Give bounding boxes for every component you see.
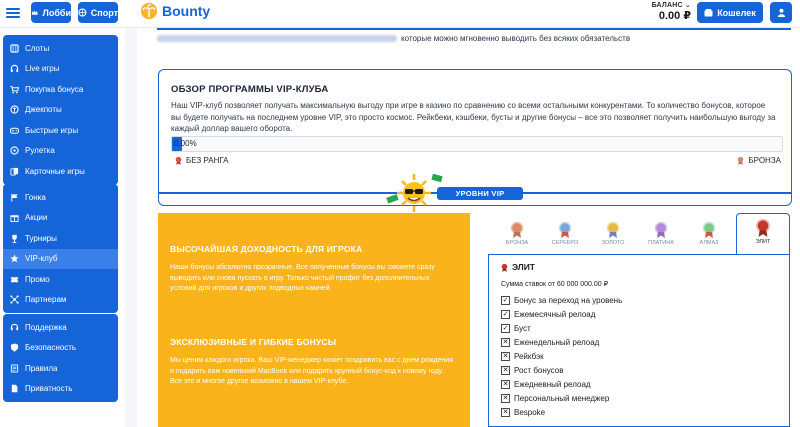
elite-title xyxy=(501,262,535,272)
sport-button[interactable] xyxy=(78,2,118,23)
headset-icon xyxy=(10,323,19,332)
feature-label: Буст xyxy=(514,324,531,333)
vip-benefits-box xyxy=(158,213,470,427)
flag-icon xyxy=(10,193,19,202)
sidebar-item-card-games[interactable] xyxy=(3,161,118,182)
elite-badge-icon xyxy=(755,218,771,238)
tab-label: ПЛАТИНА xyxy=(648,240,674,246)
tab-label: ЗОЛОТО xyxy=(601,240,625,246)
feature-label: Рост бонусов xyxy=(514,366,564,375)
wallet-button[interactable] xyxy=(697,2,763,23)
sidebar-item-label: Безопасность xyxy=(25,343,77,353)
feature-row xyxy=(501,310,595,319)
tab-diamond[interactable] xyxy=(686,219,732,257)
tab-label: СЕРЕБРО xyxy=(551,240,579,246)
sidebar-item-partners[interactable] xyxy=(3,290,118,311)
balance-value: 0.00 ₽ xyxy=(658,10,691,22)
sidebar-item-label: Live игры xyxy=(25,64,60,74)
sidebar-item-jackpots[interactable] xyxy=(3,100,118,121)
sidebar-item-label: Турниры xyxy=(25,233,57,243)
tab-label: ЭЛИТ xyxy=(755,239,771,245)
check-icon: ✓ xyxy=(502,325,509,332)
rank-next-label: БРОНЗА xyxy=(748,156,781,165)
cross-icon: ✕ xyxy=(502,381,509,388)
intro-line xyxy=(157,34,791,43)
palm-logo-icon xyxy=(140,2,158,20)
cards-icon xyxy=(10,167,19,176)
sidebar-item-label: Партнерам xyxy=(25,295,67,305)
sidebar-item-label: Слоты xyxy=(25,43,50,53)
sidebar-item-vip-club[interactable] xyxy=(3,249,118,270)
feature-row xyxy=(501,296,622,305)
nav-group-games xyxy=(3,35,118,185)
sidebar xyxy=(0,28,125,427)
sidebar-item-promo[interactable] xyxy=(3,269,118,290)
sidebar-item-label: Карточные игры xyxy=(25,166,85,176)
tab-platinum[interactable] xyxy=(638,219,684,257)
sport-icon xyxy=(78,8,87,17)
wallet-icon xyxy=(704,9,713,17)
vip-progress-text: 0.00% xyxy=(174,139,197,148)
user-icon xyxy=(777,8,786,17)
lobby-button[interactable] xyxy=(31,2,71,23)
feature-row xyxy=(501,394,609,403)
star-icon xyxy=(10,254,19,263)
sidebar-item-rules[interactable] xyxy=(3,358,118,379)
network-icon xyxy=(10,295,19,304)
elite-title-text: ЭЛИТ xyxy=(512,262,535,272)
tab-gold[interactable] xyxy=(590,219,636,257)
wallet-label: Кошелек xyxy=(717,7,756,18)
sidebar-item-security[interactable] xyxy=(3,338,118,359)
elite-wager-sum: Сумма ставок от 60 000 000.00 ₽ xyxy=(501,281,609,288)
feature-row xyxy=(501,352,544,361)
sidebar-item-label: Поддержка xyxy=(25,322,67,332)
tab-silver[interactable] xyxy=(542,219,588,257)
feature-label: Bespoke xyxy=(514,408,546,417)
balance-widget[interactable] xyxy=(627,1,691,22)
check-icon: ✓ xyxy=(502,311,509,318)
sidebar-item-fast-games[interactable] xyxy=(3,120,118,141)
medal-icon xyxy=(175,156,182,165)
sidebar-gutter xyxy=(125,28,137,427)
benefit-title-yield: ВЫСОЧАЙШАЯ ДОХОДНОСТЬ ДЛЯ ИГРОКА xyxy=(170,244,363,254)
roulette-icon xyxy=(10,146,19,155)
feature-label: Рейкбэк xyxy=(514,352,544,361)
cross-icon: ✕ xyxy=(502,395,509,402)
sidebar-item-label: Промо xyxy=(25,274,50,284)
cross-icon: ✕ xyxy=(502,339,509,346)
tab-label: БРОНЗА xyxy=(505,240,529,246)
sidebar-item-roulette[interactable] xyxy=(3,141,118,162)
feature-label: Ежемесячный релоад xyxy=(514,310,596,319)
lobby-icon xyxy=(31,8,39,17)
gamepad-icon xyxy=(10,126,19,135)
vip-overview-text: Наш VIP-клуб позволяет получать максимальную выгоду при игре в казино по сравнению со всеми остальными конкурентами. То количество бонусов, которое вы будете получать на последнем уровне VIP, это просто космос. Рейкбеки, кэшбеки, бусты и другие бонусы – все это позволяет получить наибольшую выгоду за каждый доллар вашего оборота. xyxy=(171,101,776,133)
slots-icon xyxy=(10,44,19,53)
gold-badge-icon xyxy=(606,221,620,239)
cross-icon: ✕ xyxy=(502,409,509,416)
trophy-icon xyxy=(10,234,19,243)
cart-icon xyxy=(10,85,19,94)
sport-label: Спорт xyxy=(90,7,118,18)
medal-icon xyxy=(501,263,508,272)
feature-row xyxy=(501,380,591,389)
sidebar-item-slots[interactable] xyxy=(3,38,118,59)
benefit-text-exclusive: Мы ценим каждого игрока. Ваш VIP-менеджер может поздравить вас с днем рождения и подарить вам новенький MacBook или подарить крупный бонус-код к новому году. Все это и многое другое возможно в нашем VIP-клубе. xyxy=(170,357,454,385)
sidebar-item-bonus-buy[interactable] xyxy=(3,79,118,100)
vip-overview-title: ОБЗОР ПРОГРАММЫ VIP-КЛУБА xyxy=(171,84,329,95)
nav-group-info xyxy=(3,314,118,402)
sidebar-item-label: Рулетка xyxy=(25,146,55,156)
intro-text: которые можно мгновенно выводить без всяких обязательств xyxy=(401,34,631,43)
book-icon xyxy=(10,364,19,373)
platinum-badge-icon xyxy=(654,221,668,239)
tab-bronze[interactable] xyxy=(494,219,540,257)
sidebar-item-race[interactable] xyxy=(3,187,118,208)
vip-tiers xyxy=(486,213,792,427)
elite-details-panel xyxy=(488,254,790,427)
gift-icon xyxy=(10,213,19,222)
benefit-title-exclusive: ЭКСКЛЮЗИВНЫЕ И ГИБКИЕ БОНУСЫ xyxy=(170,337,337,347)
sidebar-item-tournaments[interactable] xyxy=(3,228,118,249)
diamond-badge-icon xyxy=(702,221,716,239)
headphones-icon xyxy=(10,64,19,73)
medal-icon xyxy=(737,156,744,165)
brand-logo[interactable] xyxy=(140,2,210,20)
feature-label: Ежедневный релоад xyxy=(514,380,591,389)
jackpot-icon xyxy=(10,105,19,114)
balance-label: БАЛАНС xyxy=(651,2,683,9)
cross-icon: ✕ xyxy=(502,353,509,360)
nav-group-promo xyxy=(3,184,118,313)
blurred-text xyxy=(157,35,397,42)
vip-overview-card xyxy=(158,69,792,206)
sidebar-item-label: Гонка xyxy=(25,192,46,202)
sidebar-item-label: Акции xyxy=(25,213,48,223)
feature-row xyxy=(501,366,563,375)
profile-button[interactable] xyxy=(770,2,792,23)
rank-current xyxy=(175,156,229,165)
rank-current-label: БЕЗ РАНГА xyxy=(186,156,229,165)
sidebar-item-label: Правила xyxy=(25,363,58,373)
sidebar-item-label: Быстрые игры xyxy=(25,125,79,135)
rank-next xyxy=(737,156,781,165)
ticket-icon xyxy=(10,275,19,284)
main-content xyxy=(137,28,800,427)
vip-progress-bar xyxy=(171,136,783,152)
top-bar xyxy=(0,0,800,28)
sidebar-item-promotions[interactable] xyxy=(3,208,118,229)
feature-row xyxy=(501,324,531,333)
feature-label: Персональный менеджер xyxy=(514,394,610,403)
chevron-down-icon: ⌄ xyxy=(684,2,691,9)
vip-levels-title: УРОВНИ VIP xyxy=(437,187,523,200)
feature-label: Еженедельный релоад xyxy=(514,338,600,347)
sidebar-item-support[interactable] xyxy=(3,317,118,338)
document-icon xyxy=(10,384,19,393)
silver-badge-icon xyxy=(558,221,572,239)
menu-icon[interactable] xyxy=(6,6,20,20)
section-top-border xyxy=(157,28,791,30)
sidebar-item-live-games[interactable] xyxy=(3,59,118,80)
shield-icon xyxy=(10,343,19,352)
tab-label: АЛМАЗ xyxy=(699,240,719,246)
cross-icon: ✕ xyxy=(502,367,509,374)
feature-row xyxy=(501,338,599,347)
sidebar-item-privacy[interactable] xyxy=(3,379,118,400)
lobby-label: Лобби xyxy=(42,7,71,18)
sidebar-item-label: Джекпоты xyxy=(25,105,62,115)
benefit-text-yield: Наши бонусы абсолютно прозрачные. Все полученные бонусы вы сможете сразу выводить или снова пускать в игру. Только чистый профит без дополнительных условий для игроков и других подводных камней. xyxy=(170,264,435,292)
feature-row xyxy=(501,408,545,417)
brand-name: Bounty xyxy=(162,3,211,19)
feature-label: Бонус за переход на уровень xyxy=(514,296,623,305)
check-icon: ✓ xyxy=(502,297,509,304)
bronze-badge-icon xyxy=(510,221,524,239)
tab-elite[interactable] xyxy=(736,213,790,255)
sidebar-item-label: VIP-клуб xyxy=(25,254,58,264)
sidebar-item-label: Покупка бонуса xyxy=(25,84,84,94)
sidebar-item-label: Приватность xyxy=(25,384,73,394)
